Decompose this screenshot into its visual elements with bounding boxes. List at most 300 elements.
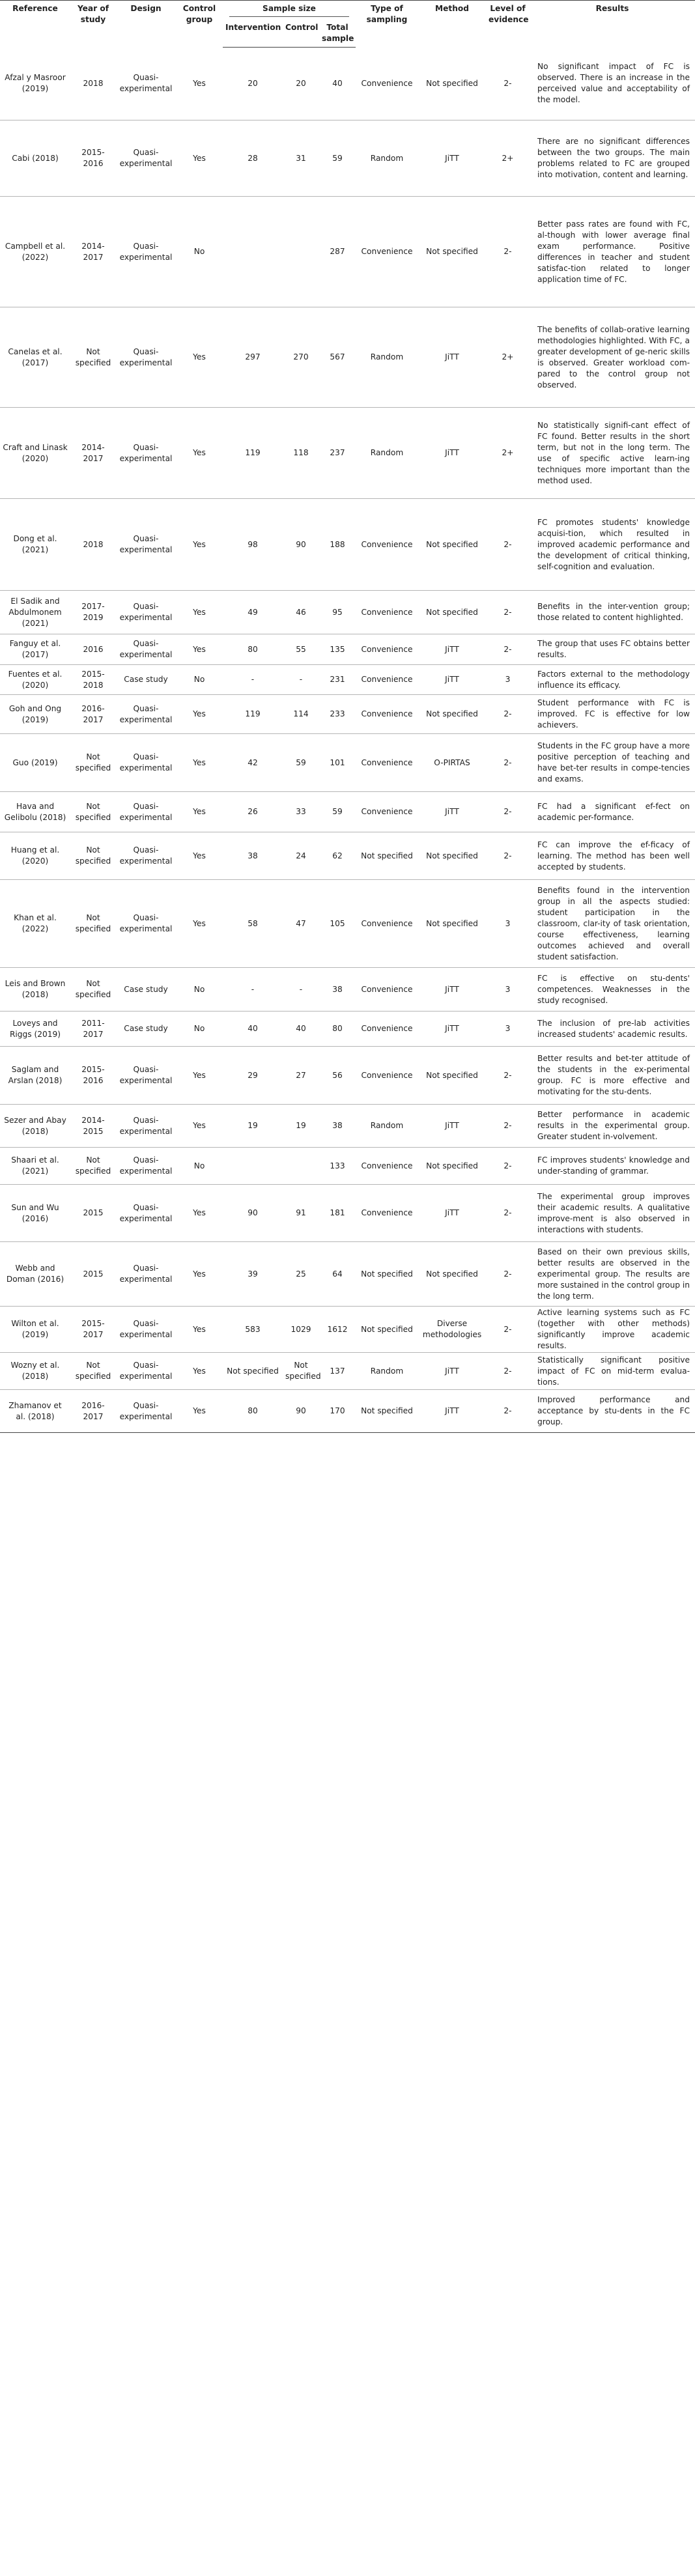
method-cell: Not specified [418, 48, 486, 120]
intervention-cell: 19 [223, 1105, 283, 1148]
method-cell: Not specified [418, 695, 486, 734]
table-row [0, 695, 695, 734]
results-cell: The group that uses FC obtains better results. [530, 634, 695, 665]
sampling-cell: Convenience [356, 591, 418, 634]
control-cell: 33 [283, 792, 319, 832]
header-control-group: Control group [176, 1, 223, 48]
year-cell: Not specified [70, 307, 116, 408]
table-row [0, 1047, 695, 1105]
evidence-cell: 2- [486, 1148, 530, 1185]
control-group-cell: No [176, 197, 223, 307]
year-cell: 2016-2017 [70, 695, 116, 734]
intervention-cell: 80 [223, 634, 283, 665]
sampling-cell: Not specified [356, 832, 418, 880]
design-cell: Quasi-experimental [116, 1390, 176, 1433]
method-cell: Not specified [418, 832, 486, 880]
evidence-cell: 2- [486, 197, 530, 307]
evidence-cell: 3 [486, 665, 530, 695]
reference-cell: Goh and Ong (2019) [0, 695, 70, 734]
control-cell [283, 1148, 319, 1185]
total-cell: 101 [319, 734, 356, 792]
method-cell: Not specified [418, 1047, 486, 1105]
total-cell: 64 [319, 1242, 356, 1307]
sampling-cell: Convenience [356, 1148, 418, 1185]
sampling-cell: Convenience [356, 48, 418, 120]
control-cell [283, 197, 319, 307]
intervention-cell: 42 [223, 734, 283, 792]
evidence-cell: 2- [486, 1353, 530, 1390]
reference-cell: Craft and Linask (2020) [0, 408, 70, 499]
method-cell: JiTT [418, 1105, 486, 1148]
method-cell: Not specified [418, 591, 486, 634]
table-row [0, 792, 695, 832]
evidence-cell: 2- [486, 734, 530, 792]
control-cell: 19 [283, 1105, 319, 1148]
intervention-cell: 38 [223, 832, 283, 880]
control-group-cell: Yes [176, 1105, 223, 1148]
method-cell: JiTT [418, 1353, 486, 1390]
reference-cell: Cabi (2018) [0, 120, 70, 197]
control-group-cell: No [176, 665, 223, 695]
control-cell: 27 [283, 1047, 319, 1105]
control-cell: 114 [283, 695, 319, 734]
results-cell: Factors external to the methodology influence its efficacy. [530, 665, 695, 695]
table-row [0, 1105, 695, 1148]
evidence-cell: 2- [486, 1047, 530, 1105]
intervention-cell [223, 197, 283, 307]
year-cell: 2017-2019 [70, 591, 116, 634]
table-row [0, 968, 695, 1012]
sampling-cell: Convenience [356, 695, 418, 734]
method-cell: JiTT [418, 1390, 486, 1433]
design-cell: Quasi-experimental [116, 197, 176, 307]
results-cell: The experimental group improves their academic results. A qualitative improve-ment is also observed in interactions with students. [530, 1185, 695, 1242]
control-group-cell: Yes [176, 408, 223, 499]
reference-cell: Sun and Wu (2016) [0, 1185, 70, 1242]
total-cell: 56 [319, 1047, 356, 1105]
table-row [0, 48, 695, 120]
year-cell: 2018 [70, 499, 116, 591]
sampling-cell: Random [356, 120, 418, 197]
evidence-cell: 2+ [486, 307, 530, 408]
method-cell: JiTT [418, 665, 486, 695]
evidence-cell: 2- [486, 1185, 530, 1242]
evidence-cell: 2- [486, 695, 530, 734]
control-group-cell: Yes [176, 634, 223, 665]
table-row [0, 665, 695, 695]
evidence-cell: 2+ [486, 408, 530, 499]
total-cell: 38 [319, 968, 356, 1012]
sampling-cell: Convenience [356, 792, 418, 832]
sampling-cell: Random [356, 1353, 418, 1390]
method-cell: JiTT [418, 408, 486, 499]
control-cell: 40 [283, 1012, 319, 1047]
reference-cell: Zhamanov et al. (2018) [0, 1390, 70, 1433]
results-cell: FC had a significant ef-fect on academic per-formance. [530, 792, 695, 832]
results-cell: Student performance with FC is improved. FC is effective for low achievers. [530, 695, 695, 734]
results-cell: FC promotes students' knowledge acquisi-tion, which resulted in improved academic performance and the development of critical thinking, self-cognition and evaluation. [530, 499, 695, 591]
design-cell: Case study [116, 665, 176, 695]
evidence-cell: 3 [486, 1012, 530, 1047]
control-cell: 1029 [283, 1307, 319, 1353]
header-intervention: Intervention [223, 20, 283, 48]
table-row [0, 307, 695, 408]
results-cell: The inclusion of pre-lab activities increased students' academic results. [530, 1012, 695, 1047]
results-cell: Statistically significant positive impact of FC on mid-term evalua-tions. [530, 1353, 695, 1390]
header-sample-size: Sample size [223, 1, 356, 20]
design-cell: Quasi-experimental [116, 1105, 176, 1148]
total-cell: 231 [319, 665, 356, 695]
design-cell: Quasi-experimental [116, 880, 176, 968]
year-cell: 2014-2015 [70, 1105, 116, 1148]
evidence-cell: 2- [486, 1307, 530, 1353]
year-cell: Not specified [70, 734, 116, 792]
header-results: Results [530, 1, 695, 48]
control-group-cell: Yes [176, 1390, 223, 1433]
control-group-cell: Yes [176, 1047, 223, 1105]
year-cell: 2015-2018 [70, 665, 116, 695]
sampling-cell: Convenience [356, 1047, 418, 1105]
header-row [0, 1, 695, 20]
total-cell: 567 [319, 307, 356, 408]
table-row [0, 591, 695, 634]
design-cell: Case study [116, 1012, 176, 1047]
design-cell: Quasi-experimental [116, 120, 176, 197]
design-cell: Quasi-experimental [116, 695, 176, 734]
evidence-cell: 2- [486, 1105, 530, 1148]
header-total: Total sample [319, 20, 356, 48]
control-group-cell: Yes [176, 734, 223, 792]
sampling-cell: Convenience [356, 634, 418, 665]
control-group-cell: Yes [176, 591, 223, 634]
year-cell: 2014-2017 [70, 408, 116, 499]
sampling-cell: Convenience [356, 197, 418, 307]
year-cell: 2015 [70, 1242, 116, 1307]
total-cell: 59 [319, 120, 356, 197]
total-cell: 181 [319, 1185, 356, 1242]
year-cell: 2016 [70, 634, 116, 665]
method-cell: Diverse methodologies [418, 1307, 486, 1353]
design-cell: Quasi-experimental [116, 1047, 176, 1105]
control-cell: 31 [283, 120, 319, 197]
design-cell: Quasi-experimental [116, 792, 176, 832]
reference-cell: Canelas et al. (2017) [0, 307, 70, 408]
total-cell: 135 [319, 634, 356, 665]
total-cell: 38 [319, 1105, 356, 1148]
method-cell: JiTT [418, 634, 486, 665]
intervention-cell: 90 [223, 1185, 283, 1242]
intervention-cell: - [223, 968, 283, 1012]
reference-cell: Guo (2019) [0, 734, 70, 792]
results-cell: Students in the FC group have a more positive perception of teaching and have bet-ter results in compe-tencies and exams. [530, 734, 695, 792]
reference-cell: Saglam and Arslan (2018) [0, 1047, 70, 1105]
results-cell: Based on their own previous skills, better results are observed in the experimental group. The results are more sustained in the control group in the long term. [530, 1242, 695, 1307]
method-cell: Not specified [418, 1148, 486, 1185]
sampling-cell: Convenience [356, 499, 418, 591]
evidence-cell: 2+ [486, 120, 530, 197]
control-group-cell: Yes [176, 120, 223, 197]
total-cell: 188 [319, 499, 356, 591]
reference-cell: Afzal y Masroor (2019) [0, 48, 70, 120]
intervention-cell: 98 [223, 499, 283, 591]
method-cell: Not specified [418, 880, 486, 968]
control-cell: 24 [283, 832, 319, 880]
reference-cell: El Sadik and Abdulmonem (2021) [0, 591, 70, 634]
design-cell: Quasi-experimental [116, 499, 176, 591]
year-cell: Not specified [70, 832, 116, 880]
control-cell: 270 [283, 307, 319, 408]
method-cell: JiTT [418, 792, 486, 832]
total-cell: 133 [319, 1148, 356, 1185]
sampling-cell: Convenience [356, 734, 418, 792]
control-group-cell: Yes [176, 792, 223, 832]
control-cell: 47 [283, 880, 319, 968]
sampling-cell: Not specified [356, 1390, 418, 1433]
method-cell: JiTT [418, 307, 486, 408]
table-row [0, 1012, 695, 1047]
reference-cell: Loveys and Riggs (2019) [0, 1012, 70, 1047]
sampling-cell: Convenience [356, 665, 418, 695]
header-reference: Reference [0, 1, 70, 48]
year-cell: Not specified [70, 1148, 116, 1185]
design-cell: Quasi-experimental [116, 1185, 176, 1242]
control-group-cell: No [176, 1012, 223, 1047]
method-cell: O-PIRTAS [418, 734, 486, 792]
header-sampling: Type of sampling [356, 1, 418, 48]
results-cell: Better results and bet-ter attitude of the students in the ex-perimental group. FC is more effective and motivating for the stu-dents. [530, 1047, 695, 1105]
total-cell: 1612 [319, 1307, 356, 1353]
sampling-cell: Random [356, 1105, 418, 1148]
design-cell: Quasi-experimental [116, 48, 176, 120]
control-group-cell: Yes [176, 832, 223, 880]
design-cell: Quasi-experimental [116, 734, 176, 792]
control-cell: 90 [283, 499, 319, 591]
control-group-cell: Yes [176, 499, 223, 591]
control-cell: 118 [283, 408, 319, 499]
intervention-cell: 39 [223, 1242, 283, 1307]
reference-cell: Shaari et al. (2021) [0, 1148, 70, 1185]
design-cell: Quasi-experimental [116, 1242, 176, 1307]
total-cell: 95 [319, 591, 356, 634]
control-group-cell: Yes [176, 695, 223, 734]
table-row [0, 1185, 695, 1242]
control-cell: - [283, 665, 319, 695]
results-cell: Improved performance and acceptance by stu-dents in the FC group. [530, 1390, 695, 1433]
control-cell: Not specified [283, 1353, 319, 1390]
table-row [0, 499, 695, 591]
table-row [0, 1390, 695, 1433]
sampling-cell: Random [356, 408, 418, 499]
header-method: Method [418, 1, 486, 48]
method-cell: Not specified [418, 1242, 486, 1307]
reference-cell: Khan et al. (2022) [0, 880, 70, 968]
intervention-cell: - [223, 665, 283, 695]
total-cell: 62 [319, 832, 356, 880]
total-cell: 105 [319, 880, 356, 968]
results-cell: There are no significant differences between the two groups. The main problems related to FC are grouped into motivation, content and learning. [530, 120, 695, 197]
design-cell: Case study [116, 968, 176, 1012]
results-cell: No statistically signifi-cant effect of FC found. Better results in the short term, but not in the long term. The use of specific active learn-ing techniques more important than the method used. [530, 408, 695, 499]
control-cell: 20 [283, 48, 319, 120]
table-row [0, 832, 695, 880]
intervention-cell: 49 [223, 591, 283, 634]
control-group-cell: Yes [176, 48, 223, 120]
reference-cell: Campbell et al. (2022) [0, 197, 70, 307]
reference-cell: Dong et al. (2021) [0, 499, 70, 591]
total-cell: 59 [319, 792, 356, 832]
design-cell: Quasi-experimental [116, 634, 176, 665]
intervention-cell: 20 [223, 48, 283, 120]
sampling-cell: Convenience [356, 880, 418, 968]
header-control: Control [283, 20, 319, 48]
table-row [0, 120, 695, 197]
control-group-cell: Yes [176, 880, 223, 968]
intervention-cell: 80 [223, 1390, 283, 1433]
control-cell: 46 [283, 591, 319, 634]
design-cell: Quasi-experimental [116, 408, 176, 499]
intervention-cell: 26 [223, 792, 283, 832]
results-cell: Benefits in the inter-vention group; those related to content highlighted. [530, 591, 695, 634]
reference-cell: Fanguy et al. (2017) [0, 634, 70, 665]
control-group-cell: Yes [176, 1242, 223, 1307]
year-cell: 2014-2017 [70, 197, 116, 307]
control-cell: 59 [283, 734, 319, 792]
table-row [0, 1353, 695, 1390]
total-cell: 137 [319, 1353, 356, 1390]
control-cell: 91 [283, 1185, 319, 1242]
control-group-cell: Yes [176, 1307, 223, 1353]
sampling-cell: Convenience [356, 1012, 418, 1047]
design-cell: Quasi-experimental [116, 307, 176, 408]
method-cell: JiTT [418, 1012, 486, 1047]
year-cell: 2015 [70, 1185, 116, 1242]
sampling-cell: Not specified [356, 1307, 418, 1353]
table-row [0, 197, 695, 307]
total-cell: 80 [319, 1012, 356, 1047]
evidence-cell: 2- [486, 792, 530, 832]
total-cell: 170 [319, 1390, 356, 1433]
reference-cell: Leis and Brown (2018) [0, 968, 70, 1012]
year-cell: 2018 [70, 48, 116, 120]
reference-cell: Wozny et al. (2018) [0, 1353, 70, 1390]
intervention-cell [223, 1148, 283, 1185]
year-cell: 2015-2016 [70, 120, 116, 197]
method-cell: JiTT [418, 120, 486, 197]
method-cell: Not specified [418, 197, 486, 307]
sampling-cell: Not specified [356, 1242, 418, 1307]
intervention-cell: 119 [223, 695, 283, 734]
method-cell: Not specified [418, 499, 486, 591]
intervention-cell: 297 [223, 307, 283, 408]
header-evidence: Level of evidence [486, 1, 530, 48]
total-cell: 233 [319, 695, 356, 734]
table-body [0, 48, 695, 1433]
year-cell: 2015-2016 [70, 1047, 116, 1105]
control-cell: - [283, 968, 319, 1012]
table-row [0, 408, 695, 499]
reference-cell: Webb and Doman (2016) [0, 1242, 70, 1307]
method-cell: JiTT [418, 1185, 486, 1242]
table-row [0, 880, 695, 968]
intervention-cell: 119 [223, 408, 283, 499]
design-cell: Quasi-experimental [116, 832, 176, 880]
intervention-cell: 58 [223, 880, 283, 968]
sampling-cell: Convenience [356, 1185, 418, 1242]
reference-cell: Hava and Gelibolu (2018) [0, 792, 70, 832]
results-cell: Better pass rates are found with FC, al-though with lower average final exam performance. Positive differences in teacher and student satisfac-tion related to longer application time of FC. [530, 197, 695, 307]
header-year: Year of study [70, 1, 116, 48]
design-cell: Quasi-experimental [116, 591, 176, 634]
sampling-cell: Random [356, 307, 418, 408]
intervention-cell: 28 [223, 120, 283, 197]
table-row [0, 1242, 695, 1307]
evidence-cell: 2- [486, 48, 530, 120]
evidence-cell: 2- [486, 634, 530, 665]
year-cell: 2011-2017 [70, 1012, 116, 1047]
control-group-cell: Yes [176, 1185, 223, 1242]
results-cell: FC is effective on stu-dents' competences. Weaknesses in the study recognised. [530, 968, 695, 1012]
control-cell: 55 [283, 634, 319, 665]
evidence-cell: 2- [486, 832, 530, 880]
design-cell: Quasi-experimental [116, 1148, 176, 1185]
evidence-cell: 3 [486, 880, 530, 968]
intervention-cell: Not specified [223, 1353, 283, 1390]
year-cell: Not specified [70, 968, 116, 1012]
reference-cell: Huang et al. (2020) [0, 832, 70, 880]
control-group-cell: Yes [176, 307, 223, 408]
reference-cell: Fuentes et al. (2020) [0, 665, 70, 695]
intervention-cell: 583 [223, 1307, 283, 1353]
evidence-cell: 3 [486, 968, 530, 1012]
control-group-cell: No [176, 968, 223, 1012]
evidence-cell: 2- [486, 1242, 530, 1307]
total-cell: 237 [319, 408, 356, 499]
results-cell: FC improves students' knowledge and under-standing of grammar. [530, 1148, 695, 1185]
design-cell: Quasi-experimental [116, 1353, 176, 1390]
header-design: Design [116, 1, 176, 48]
control-cell: 90 [283, 1390, 319, 1433]
results-cell: Active learning systems such as FC (together with other methods) significantly improve academic results. [530, 1307, 695, 1353]
table-row [0, 1307, 695, 1353]
control-group-cell: Yes [176, 1353, 223, 1390]
results-cell: Benefits found in the intervention group in all the aspects studied: student participation in the classroom, clar-ity of task orientation, course effectiveness, learning outcomes achieved and overall student satisfaction. [530, 880, 695, 968]
year-cell: Not specified [70, 880, 116, 968]
year-cell: 2016-2017 [70, 1390, 116, 1433]
intervention-cell: 40 [223, 1012, 283, 1047]
total-cell: 287 [319, 197, 356, 307]
total-cell: 40 [319, 48, 356, 120]
method-cell: JiTT [418, 968, 486, 1012]
results-cell: The benefits of collab-orative learning methodologies highlighted. With FC, a greater development of ge-neric skills is observed. Greater workload com-pared to the control group not observed. [530, 307, 695, 408]
control-group-cell: No [176, 1148, 223, 1185]
table-row [0, 734, 695, 792]
year-cell: 2015-2017 [70, 1307, 116, 1353]
control-cell: 25 [283, 1242, 319, 1307]
sampling-cell: Convenience [356, 968, 418, 1012]
results-cell: No significant impact of FC is observed. There is an increase in the perceived value and acceptability of the model. [530, 48, 695, 120]
intervention-cell: 29 [223, 1047, 283, 1105]
year-cell: Not specified [70, 792, 116, 832]
results-cell: FC can improve the ef-ficacy of learning. The method has been well accepted by students. [530, 832, 695, 880]
results-cell: Better performance in academic results in the experimental group. Greater student in-volvement. [530, 1105, 695, 1148]
year-cell: Not specified [70, 1353, 116, 1390]
design-cell: Quasi-experimental [116, 1307, 176, 1353]
table-row [0, 1148, 695, 1185]
evidence-cell: 2- [486, 499, 530, 591]
evidence-cell: 2- [486, 1390, 530, 1433]
evidence-cell: 2- [486, 591, 530, 634]
table-row [0, 634, 695, 665]
